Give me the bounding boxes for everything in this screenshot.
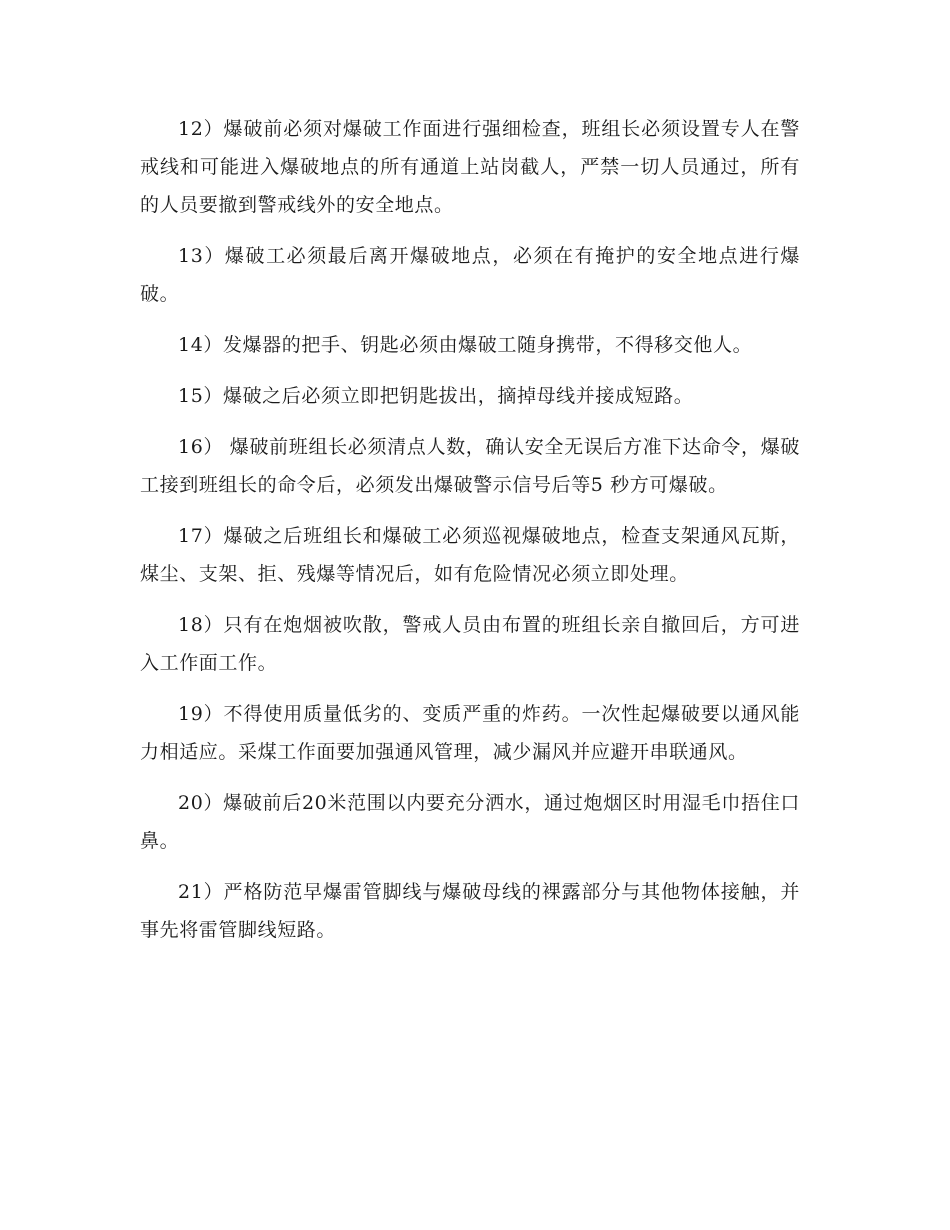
document-body xyxy=(140,110,800,962)
paragraph-12: 12）爆破前必须对爆破工作面进行强细检查，班组长必须设置专人在警戒线和可能进入爆破地点的所有通道上站岗截人，严禁一切人员通过，所有的人员要撤到警戒线外的安全地点。 xyxy=(140,118,800,216)
paragraph-19: 19）不得使用质量低劣的、变质严重的炸药。一次性起爆破要以通风能力相适应。采煤工作面要加强通风管理，减少漏风并应避开串联通风。 xyxy=(140,703,800,763)
paragraph-16: 16） 爆破前班组长必须清点人数，确认安全无误后方准下达命令，爆破工接到班组长的命令后，必须发出爆破警示信号后等5 秒方可爆破。 xyxy=(140,436,800,496)
paragraph-20: 20）爆破前后20米范围以内要充分洒水，通过炮烟区时用湿毛巾捂住口鼻。 xyxy=(140,792,800,852)
paragraph-15: 15）爆破之后必须立即把钥匙拔出，摘掉母线并接成短路。 xyxy=(178,385,694,407)
paragraph-21: 21）严格防范早爆雷管脚线与爆破母线的裸露部分与其他物体接触，并事先将雷管脚线短路。 xyxy=(140,881,800,941)
paragraph-13: 13）爆破工必须最后离开爆破地点，必须在有掩护的安全地点进行爆破。 xyxy=(140,245,800,305)
paragraph-14: 14）发爆器的把手、钥匙必须由爆破工随身携带，不得移交他人。 xyxy=(178,334,753,356)
paragraph-18: 18）只有在炮烟被吹散，警戒人员由布置的班组长亲自撤回后，方可进入工作面工作。 xyxy=(140,614,800,674)
paragraph-17: 17）爆破之后班组长和爆破工必须巡视爆破地点，检查支架通风瓦斯，煤尘、支架、拒、残爆等情况后，如有危险情况必须立即处理。 xyxy=(140,525,800,585)
